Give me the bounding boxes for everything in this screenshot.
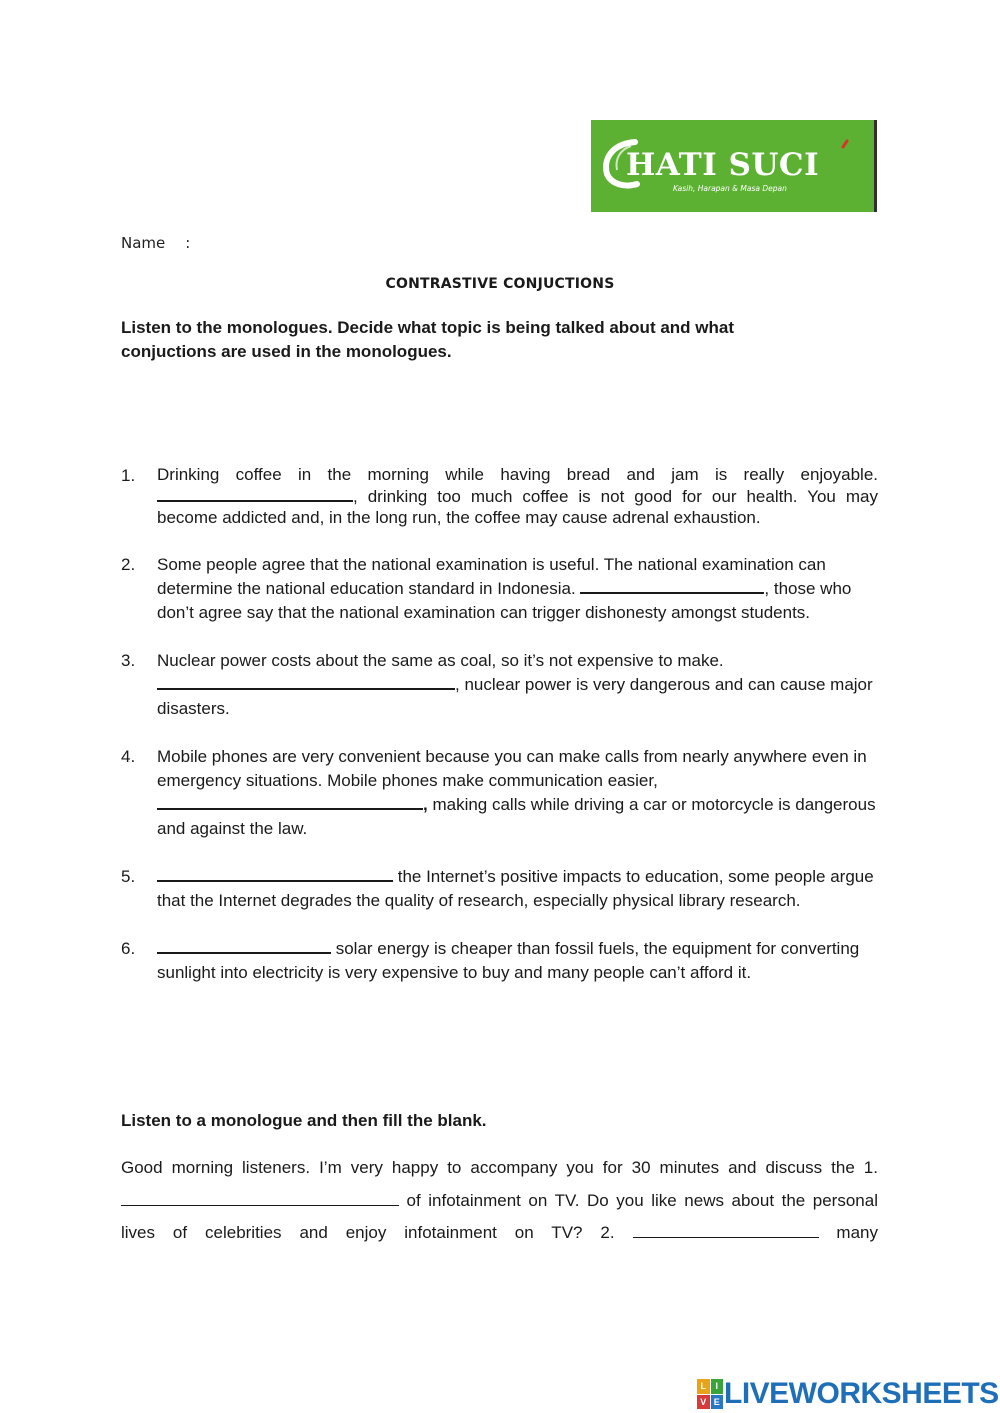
question-item bbox=[121, 553, 878, 625]
logo-tagline bbox=[591, 180, 877, 194]
passage-blank-1[interactable] bbox=[121, 1191, 399, 1206]
question-number: 1. bbox=[121, 466, 136, 485]
name-colon: : bbox=[185, 234, 191, 252]
question-text bbox=[157, 865, 878, 913]
question-text-before: Nuclear power costs about the same as coal, so it’s not expensive to make. bbox=[157, 650, 724, 670]
question-text bbox=[157, 745, 878, 841]
question-item bbox=[121, 649, 878, 721]
question-comma: , bbox=[423, 794, 428, 814]
name-field-row bbox=[121, 234, 190, 252]
question-number: 6. bbox=[121, 938, 136, 958]
question-text-after: solar energy is cheaper than fossil fuels, the equipment for converting sunlight into electricity is very expensive to buy and many people can’t afford it. bbox=[157, 938, 860, 982]
answer-blank[interactable] bbox=[157, 486, 353, 502]
question-item bbox=[121, 745, 878, 841]
worksheet-title: CONTRASTIVE CONJUCTIONS bbox=[385, 276, 615, 292]
question-number: 4. bbox=[121, 746, 136, 766]
liveworksheets-badge-icon bbox=[697, 1379, 723, 1409]
svg-text:HATI SUCI: HATI SUCI bbox=[626, 147, 820, 183]
question-number: 5. bbox=[121, 866, 136, 886]
name-label: Name bbox=[121, 234, 166, 252]
question-text-before: Some people agree that the national examination is useful. The national examination can determine the national education standard in Indonesia. bbox=[157, 554, 826, 598]
question-number: 2. bbox=[121, 554, 136, 574]
question-text-after: , those who don’t agree say that the national examination can trigger dishonesty amongst students. bbox=[157, 578, 852, 622]
badge-letter: V bbox=[697, 1395, 710, 1410]
question-text-before: Drinking coffee in the morning while having bread and jam is really enjoyable. bbox=[157, 465, 878, 484]
answer-blank[interactable] bbox=[580, 578, 764, 594]
badge-letter: L bbox=[697, 1379, 710, 1394]
badge-letter: I bbox=[711, 1379, 724, 1394]
question-item bbox=[121, 937, 878, 985]
svg-text:Kasih, Harapan & Masa Depan: Kasih, Harapan & Masa Depan bbox=[673, 184, 787, 193]
instruction-monologues: Listen to the monologues. Decide what topic is being talked about and what conjuctions are used in the monologues. bbox=[121, 318, 734, 361]
question-item bbox=[121, 865, 878, 913]
liveworksheets-logo bbox=[697, 1377, 999, 1411]
question-text bbox=[157, 553, 878, 625]
question-text-after: , nuclear power is very dangerous and can cause major disasters. bbox=[157, 674, 873, 718]
passage-blank-2[interactable] bbox=[633, 1223, 819, 1238]
answer-blank[interactable] bbox=[157, 866, 393, 882]
question-text bbox=[157, 649, 878, 721]
question-number: 3. bbox=[121, 650, 136, 670]
school-logo bbox=[591, 120, 877, 212]
instruction-fill-blank: Listen to a monologue and then fill the blank. bbox=[121, 1111, 487, 1130]
passage-text-1: Good morning listeners. I’m very happy to accompany you for 30 minutes and discuss the 1. bbox=[121, 1158, 878, 1177]
question-text-after: making calls while driving a car or motorcycle is dangerous and against the law. bbox=[157, 794, 876, 838]
answer-blank[interactable] bbox=[157, 794, 423, 810]
question-text-after: the Internet’s positive impacts to education, some people argue that the Internet degrades the quality of research, especially physical library research. bbox=[157, 866, 874, 910]
question-text-before: Mobile phones are very convenient because you can make calls from nearly anywhere even in emergency situations. Mobile phones make communication easier, bbox=[157, 746, 867, 790]
monologue-passage bbox=[121, 1152, 878, 1250]
badge-letter: E bbox=[711, 1395, 724, 1410]
question-text bbox=[157, 464, 878, 529]
liveworksheets-wordmark: LIVEWORKSHEETS bbox=[724, 1377, 999, 1410]
question-list bbox=[121, 464, 878, 1009]
passage-text-2: of infotainment on TV. Do you like news about the personal lives of celebrities and enjoy infotainment on TV? 2. bbox=[121, 1190, 878, 1242]
answer-blank[interactable] bbox=[157, 674, 455, 690]
logo-wordmark bbox=[591, 142, 877, 182]
question-text-after: , drinking too much coffee is not good for our health. You may become addicted and, in the long run, the coffee may cause adrenal exhaustion. bbox=[157, 486, 878, 527]
passage-text-3: many bbox=[836, 1223, 878, 1242]
question-item bbox=[121, 464, 878, 529]
question-text bbox=[157, 937, 878, 985]
answer-blank[interactable] bbox=[157, 938, 331, 954]
